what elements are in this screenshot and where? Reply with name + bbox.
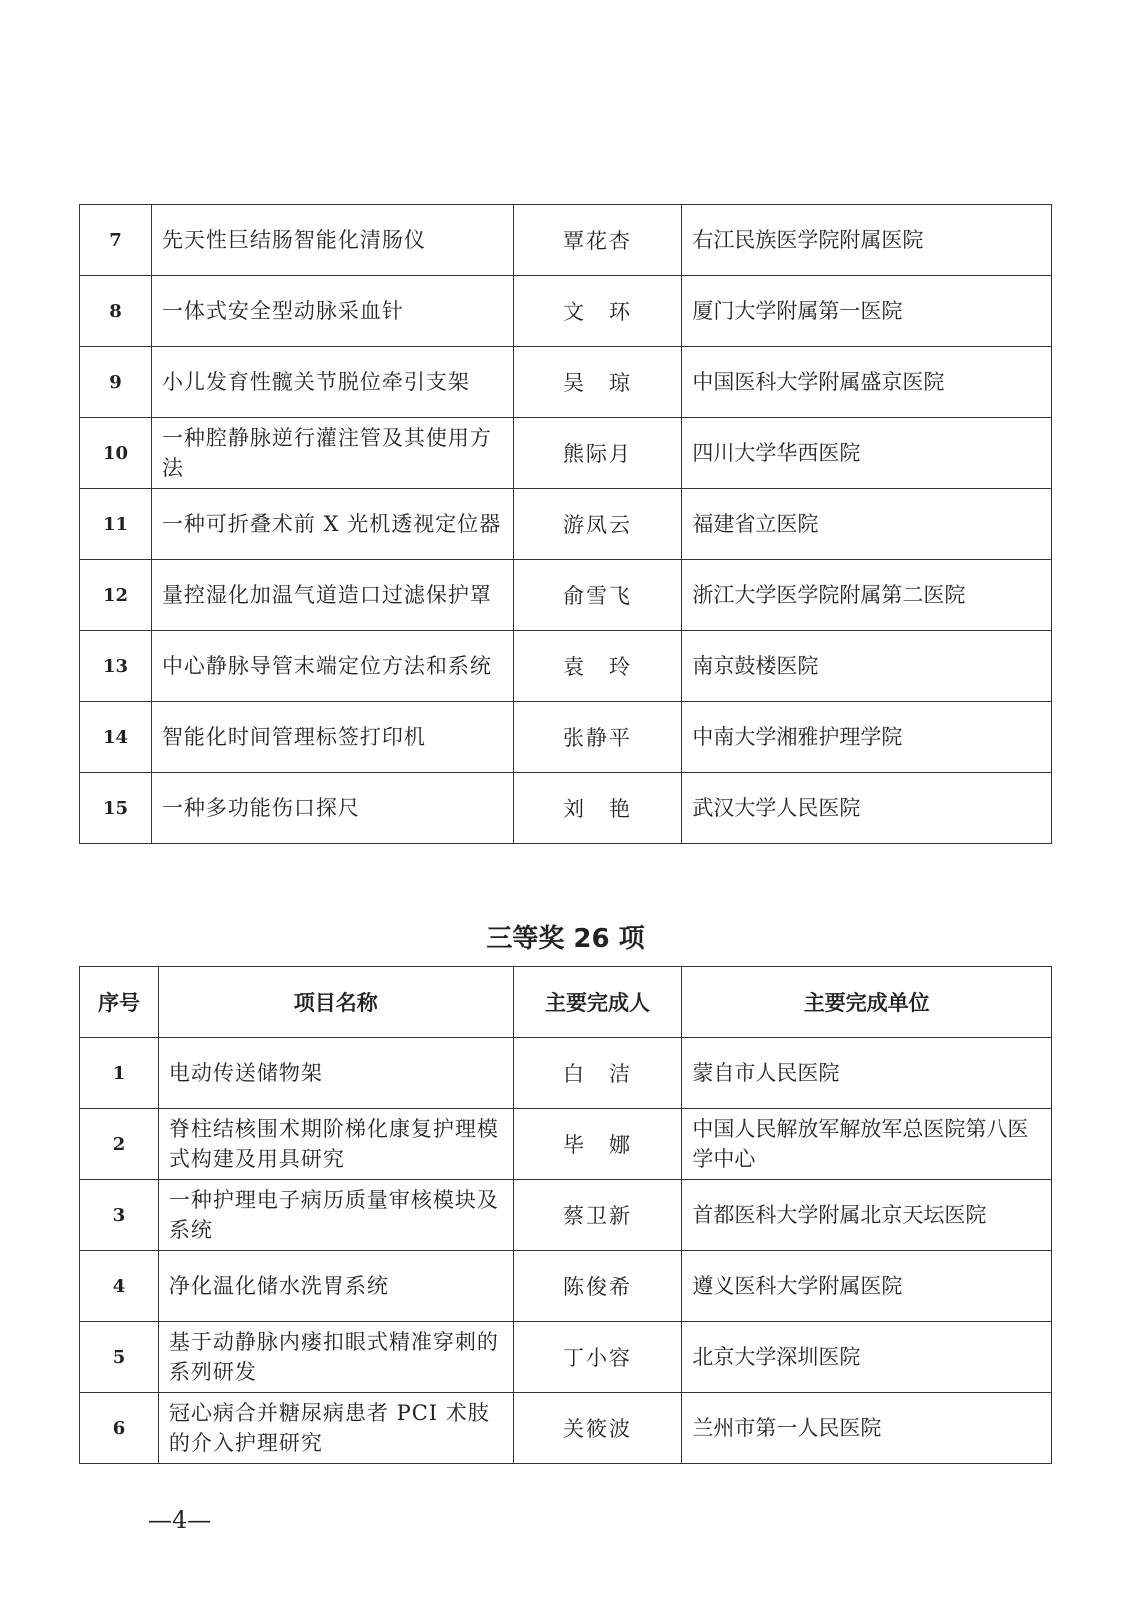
main-unit: 首都医科大学附属北京天坛医院 [682,1180,1052,1251]
main-unit: 右江民族医学院附属医院 [682,205,1052,276]
main-person: 吴 琼 [513,347,682,418]
table-row [80,560,1052,631]
main-person: 覃花杏 [513,205,682,276]
row-number: 10 [80,418,152,489]
main-person: 熊际月 [513,418,682,489]
project-name: 一体式安全型动脉采血针 [151,276,513,347]
project-name: 基于动静脉内瘘扣眼式精准穿刺的系列研发 [158,1322,513,1393]
main-person: 袁 玲 [513,631,682,702]
main-unit: 武汉大学人民医院 [682,773,1052,844]
main-unit: 南京鼓楼医院 [682,631,1052,702]
third-prize-table [79,966,1052,1464]
row-number: 9 [80,347,152,418]
main-unit: 北京大学深圳医院 [682,1322,1052,1393]
project-name: 一种多功能伤口探尺 [151,773,513,844]
main-person: 蔡卫新 [513,1180,682,1251]
table-row [80,631,1052,702]
project-name: 净化温化储水洗胃系统 [158,1251,513,1322]
table-row [80,1038,1052,1109]
row-number: 6 [80,1393,159,1464]
project-name: 脊柱结核围术期阶梯化康复护理模式构建及用具研究 [158,1109,513,1180]
table-row [80,1251,1052,1322]
main-unit: 四川大学华西医院 [682,418,1052,489]
table-header-row [80,967,1052,1038]
project-name: 一种护理电子病历质量审核模块及系统 [158,1180,513,1251]
row-number: 1 [80,1038,159,1109]
table-row [80,347,1052,418]
project-name: 电动传送储物架 [158,1038,513,1109]
table-row [80,1322,1052,1393]
table-row [80,773,1052,844]
table-row [80,1109,1052,1180]
main-person: 刘 艳 [513,773,682,844]
row-number: 4 [80,1251,159,1322]
main-person: 丁小容 [513,1322,682,1393]
second-prize-table-continued [79,204,1052,844]
main-person: 关筱波 [513,1393,682,1464]
row-number: 5 [80,1322,159,1393]
main-unit: 福建省立医院 [682,489,1052,560]
header-unit: 主要完成单位 [682,967,1052,1038]
project-name: 一种可折叠术前 X 光机透视定位器 [151,489,513,560]
table-row [80,205,1052,276]
project-name: 量控湿化加温气道造口过滤保护罩 [151,560,513,631]
row-number: 2 [80,1109,159,1180]
project-name: 一种腔静脉逆行灌注管及其使用方法 [151,418,513,489]
project-name: 中心静脉导管末端定位方法和系统 [151,631,513,702]
main-unit: 浙江大学医学院附属第二医院 [682,560,1052,631]
main-unit: 蒙自市人民医院 [682,1038,1052,1109]
header-num: 序号 [80,967,159,1038]
main-person: 文 环 [513,276,682,347]
row-number: 12 [80,560,152,631]
table-row [80,1180,1052,1251]
project-name: 智能化时间管理标签打印机 [151,702,513,773]
main-person: 毕 娜 [513,1109,682,1180]
header-person: 主要完成人 [513,967,682,1038]
row-number: 8 [80,276,152,347]
table-row [80,702,1052,773]
header-name: 项目名称 [158,967,513,1038]
main-person: 游凤云 [513,489,682,560]
main-unit: 遵义医科大学附属医院 [682,1251,1052,1322]
main-person: 张静平 [513,702,682,773]
project-name: 小儿发育性髋关节脱位牵引支架 [151,347,513,418]
table-row [80,276,1052,347]
project-name: 冠心病合并糖尿病患者 PCI 术肢的介入护理研究 [158,1393,513,1464]
section-title: 三等奖 26 项 [486,924,645,954]
main-person: 俞雪飞 [513,560,682,631]
main-unit: 中南大学湘雅护理学院 [682,702,1052,773]
table-row [80,418,1052,489]
main-unit: 中国人民解放军解放军总医院第八医学中心 [682,1109,1052,1180]
main-unit: 兰州市第一人民医院 [682,1393,1052,1464]
page-number: —4— [148,1506,212,1534]
row-number: 11 [80,489,152,560]
row-number: 13 [80,631,152,702]
main-unit: 中国医科大学附属盛京医院 [682,347,1052,418]
main-unit: 厦门大学附属第一医院 [682,276,1052,347]
main-person: 陈俊希 [513,1251,682,1322]
row-number: 14 [80,702,152,773]
main-person: 白 洁 [513,1038,682,1109]
project-name: 先天性巨结肠智能化清肠仪 [151,205,513,276]
row-number: 3 [80,1180,159,1251]
row-number: 15 [80,773,152,844]
row-number: 7 [80,205,152,276]
table-row [80,489,1052,560]
table-row [80,1393,1052,1464]
